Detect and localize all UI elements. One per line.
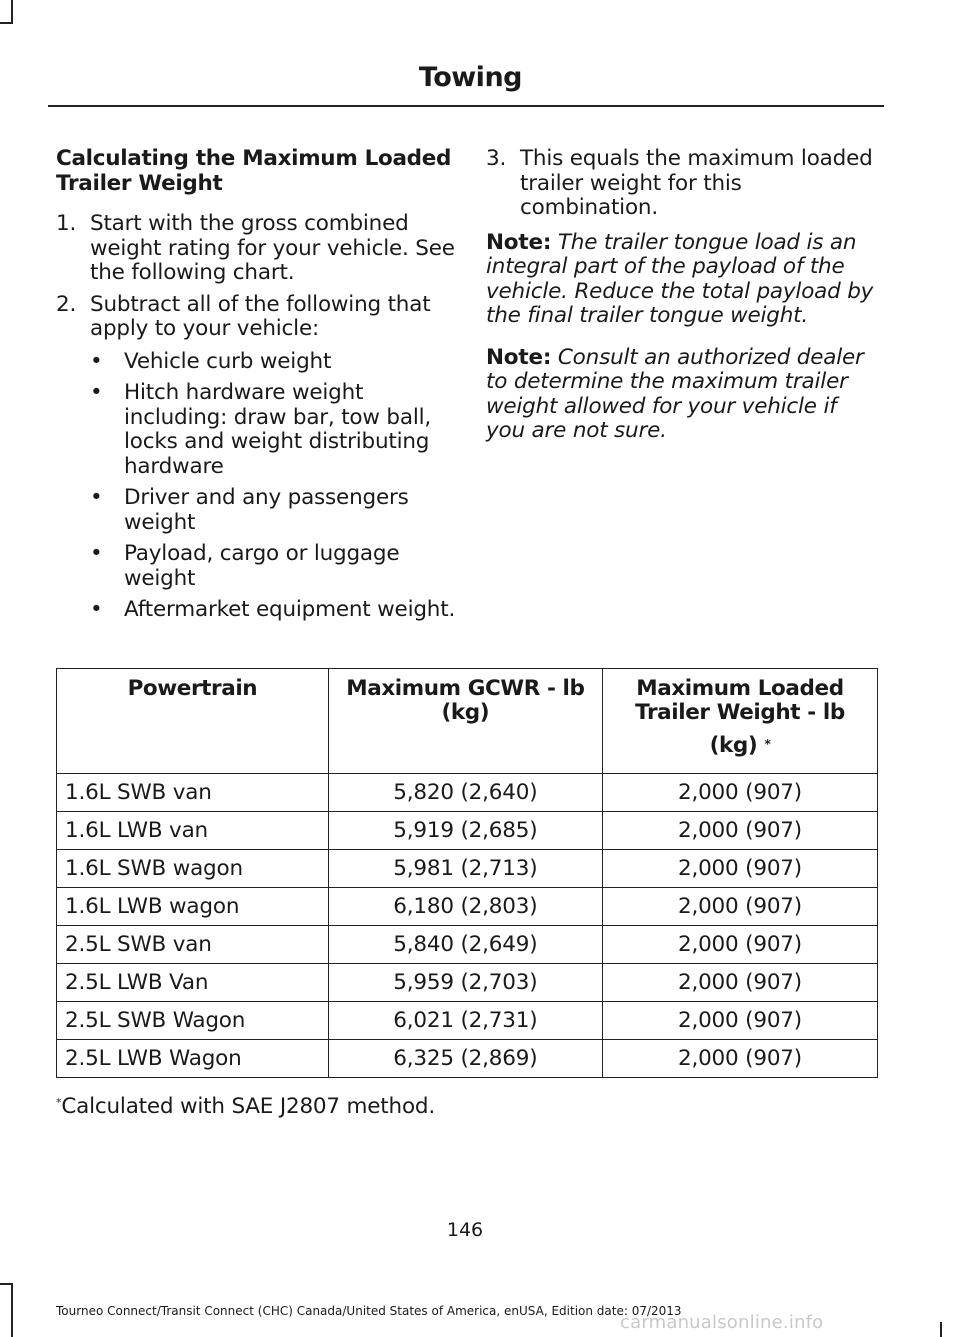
table-footnote	[56, 1094, 435, 1119]
step-number: 1.	[56, 211, 77, 236]
cell-gcwr: 6,180 (2,803)	[328, 888, 602, 926]
note-text: Consult an authorized dealer to determine the maximum trailer weight allowed for your vehicle if you are not sure.	[486, 344, 864, 443]
bullet-text: Vehicle curb weight	[124, 348, 332, 374]
note-label: Note:	[486, 344, 552, 370]
footnote-text: Calculated with SAE J2807 method.	[61, 1094, 435, 1119]
page-number: 146	[446, 1219, 484, 1241]
steps-list-continued	[486, 147, 882, 221]
cell-gcwr: 5,981 (2,713)	[328, 850, 602, 888]
cell-powertrain: 1.6L LWB wagon	[57, 888, 329, 926]
note-label: Note:	[486, 229, 552, 255]
cell-trailer-weight: 2,000 (907)	[602, 888, 877, 926]
crop-mark-top-left-v	[11, 0, 13, 24]
cell-trailer-weight: 2,000 (907)	[602, 1002, 877, 1040]
cell-powertrain: 1.6L SWB wagon	[57, 850, 329, 888]
list-item	[90, 598, 456, 623]
table-row	[57, 1002, 878, 1040]
crop-mark-bottom-left-v	[11, 1283, 13, 1337]
step-item	[56, 293, 456, 623]
table-header-row	[57, 669, 878, 774]
step-text: Start with the gross combined weight rating for your vehicle. See the following chart.	[90, 211, 455, 285]
weight-bullet-list	[90, 350, 456, 623]
step-item	[486, 147, 882, 221]
cell-gcwr: 6,021 (2,731)	[328, 1002, 602, 1040]
cell-trailer-weight: 2,000 (907)	[602, 926, 877, 964]
cell-trailer-weight: 2,000 (907)	[602, 812, 877, 850]
bullet-glyph: •	[90, 380, 103, 405]
crop-mark-top-left-h	[0, 22, 13, 24]
step-item	[56, 212, 456, 286]
step-number: 2.	[56, 291, 77, 317]
bullet-text: Aftermarket equipment weight.	[124, 597, 456, 622]
cell-powertrain: 2.5L LWB Wagon	[57, 1040, 329, 1078]
list-item	[90, 350, 456, 375]
step-number: 3.	[486, 146, 507, 171]
cell-powertrain: 2.5L SWB van	[57, 926, 329, 964]
table-row	[57, 964, 878, 1002]
bullet-glyph: •	[90, 597, 103, 622]
bullet-text: Driver and any passengers weight	[124, 485, 409, 535]
watermark: carmanualsonline.info	[620, 1312, 824, 1333]
left-column	[56, 147, 456, 630]
header-powertrain: Powertrain	[57, 669, 329, 774]
edition-footer: Tourneo Connect/Transit Connect (CHC) Canada/United States of America, enUSA, Edition date: 07/2013	[56, 1304, 682, 1318]
cell-trailer-weight: 2,000 (907)	[602, 774, 877, 812]
note-text: The trailer tongue load is an integral part of the payload of the vehicle. Reduce the total payload by the final trailer tongue weight.	[486, 229, 874, 328]
steps-list	[56, 212, 456, 623]
bullet-glyph: •	[90, 485, 103, 510]
list-item	[90, 381, 456, 479]
footnote-marker: *	[764, 737, 771, 751]
cell-trailer-weight: 2,000 (907)	[602, 964, 877, 1002]
crop-mark-bottom-left-h	[0, 1283, 13, 1285]
header-max-gcwr: Maximum GCWR - lb (kg)	[328, 669, 602, 774]
table-row	[57, 774, 878, 812]
cell-gcwr: 5,919 (2,685)	[328, 812, 602, 850]
cell-gcwr: 6,325 (2,869)	[328, 1040, 602, 1078]
step-text: This equals the maximum loaded trailer weight for this combination.	[520, 146, 873, 220]
section-heading: Calculating the Maximum Loaded Trailer Weight	[56, 146, 452, 196]
right-column	[486, 147, 882, 444]
footnote-marker: *	[56, 1096, 62, 1109]
bullet-glyph: •	[90, 348, 103, 374]
table-row	[57, 888, 878, 926]
table-row	[57, 926, 878, 964]
cell-powertrain: 2.5L LWB Van	[57, 964, 329, 1002]
table-row	[57, 850, 878, 888]
cell-trailer-weight: 2,000 (907)	[602, 850, 877, 888]
cell-gcwr: 5,820 (2,640)	[328, 774, 602, 812]
bullet-text: Hitch hardware weight including: draw bar, tow ball, locks and weight distributing hardware	[124, 380, 432, 479]
page-title: Towing	[418, 62, 522, 93]
bullet-text: Payload, cargo or luggage weight	[124, 541, 400, 591]
cell-powertrain: 1.6L LWB van	[57, 812, 329, 850]
list-item	[90, 542, 456, 591]
cell-gcwr: 5,959 (2,703)	[328, 964, 602, 1002]
header-divider	[48, 105, 884, 107]
cell-gcwr: 5,840 (2,649)	[328, 926, 602, 964]
step-text: Subtract all of the following that apply to your vehicle:	[90, 291, 431, 341]
note-tongue-load	[486, 231, 882, 329]
crop-mark-bottom-right-v	[940, 1322, 942, 1337]
list-item	[90, 486, 456, 535]
bullet-glyph: •	[90, 541, 103, 566]
cell-trailer-weight: 2,000 (907)	[602, 1040, 877, 1078]
table-row	[57, 1040, 878, 1078]
trailer-weight-table	[56, 668, 878, 1078]
note-consult-dealer	[486, 346, 882, 444]
cell-powertrain: 2.5L SWB Wagon	[57, 1002, 329, 1040]
cell-powertrain: 1.6L SWB van	[57, 774, 329, 812]
header-max-trailer-weight: Maximum Loaded Trailer Weight - lb (kg) *	[602, 669, 877, 774]
table-row	[57, 812, 878, 850]
